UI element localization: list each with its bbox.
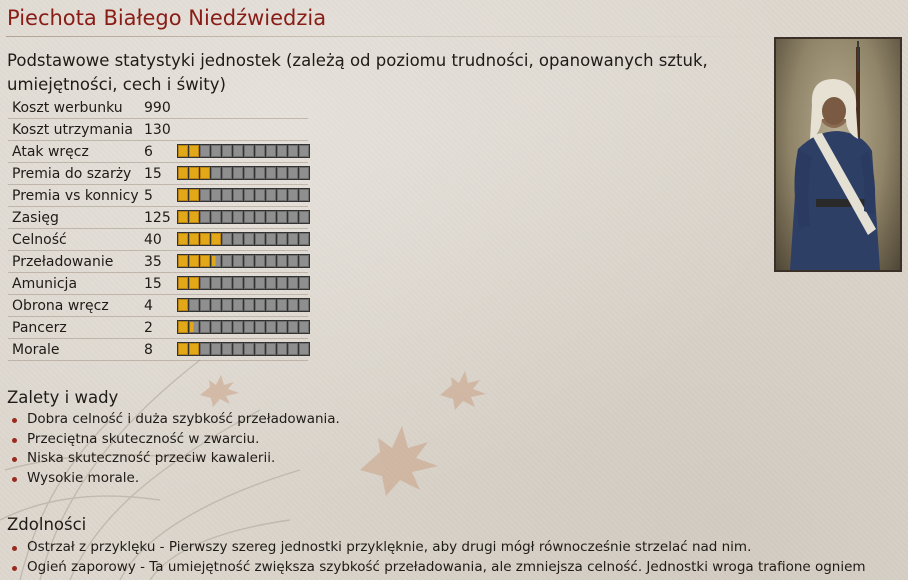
stat-bar-segment bbox=[233, 299, 243, 311]
stat-row bbox=[8, 163, 308, 185]
bullet-icon bbox=[12, 457, 17, 462]
stat-bar-segment bbox=[211, 343, 221, 355]
list-item-text: Przeciętna skuteczność w zwarciu. bbox=[27, 430, 260, 447]
stat-bar-segment bbox=[222, 321, 232, 333]
list-item bbox=[12, 430, 340, 450]
stat-bar-segment bbox=[299, 343, 309, 355]
stat-bar bbox=[177, 298, 310, 312]
stat-bar-segment bbox=[200, 189, 210, 201]
stat-bar-segment bbox=[178, 321, 188, 333]
stat-bar-segment bbox=[244, 189, 254, 201]
stat-bar-segment bbox=[244, 343, 254, 355]
stat-label: Zasięg bbox=[12, 210, 59, 226]
stat-bar-segment bbox=[189, 299, 199, 311]
list-item bbox=[12, 469, 340, 489]
stat-bar-segment bbox=[266, 189, 276, 201]
stat-bar-segment bbox=[299, 233, 309, 245]
stat-bar-segment bbox=[277, 233, 287, 245]
stat-value: 4 bbox=[144, 298, 153, 314]
stat-bar-segment bbox=[266, 167, 276, 179]
stat-bar-segment bbox=[299, 321, 309, 333]
stat-value: 2 bbox=[144, 320, 153, 336]
stat-bar-segment bbox=[277, 299, 287, 311]
stat-row bbox=[8, 207, 308, 229]
stat-bar-segment bbox=[288, 233, 298, 245]
stat-bar-segment bbox=[244, 255, 254, 267]
stat-row bbox=[8, 295, 308, 317]
stat-bar-segment bbox=[255, 255, 265, 267]
stats-heading: Podstawowe statystyki jednostek (zależą od poziomu trudności, opanowanych sztuk, umiejętności, cech i świty) bbox=[7, 51, 708, 94]
stat-bar-segment bbox=[178, 145, 188, 157]
stat-bar-segment bbox=[222, 277, 232, 289]
stat-bar-segment bbox=[244, 167, 254, 179]
stat-row bbox=[8, 97, 308, 119]
bullet-icon bbox=[12, 438, 17, 443]
stat-bar-segment bbox=[211, 233, 221, 245]
stat-bar-segment bbox=[189, 211, 199, 223]
stat-bar-segment bbox=[255, 321, 265, 333]
stat-value: 15 bbox=[144, 276, 162, 292]
stat-label: Premia do szarży bbox=[12, 166, 132, 182]
stat-bar-segment bbox=[288, 343, 298, 355]
stat-bar-segment bbox=[189, 277, 199, 289]
stat-bar-segment bbox=[277, 189, 287, 201]
stat-value: 990 bbox=[144, 100, 171, 116]
stat-bar-segment bbox=[233, 233, 243, 245]
bullet-icon bbox=[12, 546, 17, 551]
list-item-text: Wysokie morale. bbox=[27, 469, 140, 486]
stats-table bbox=[8, 97, 308, 361]
stat-bar-segment bbox=[299, 255, 309, 267]
stat-bar-segment bbox=[178, 233, 188, 245]
stat-row bbox=[8, 185, 308, 207]
stat-bar-segment bbox=[277, 145, 287, 157]
stat-bar bbox=[177, 232, 310, 246]
title-divider bbox=[6, 36, 766, 37]
list-item bbox=[12, 538, 866, 558]
stat-bar-segment bbox=[200, 343, 210, 355]
stat-bar-segment bbox=[266, 211, 276, 223]
unit-title: Piechota Białego Niedźwiedzia bbox=[7, 6, 327, 30]
stat-bar-segment bbox=[266, 343, 276, 355]
stat-bar-segment bbox=[288, 211, 298, 223]
stat-bar-segment bbox=[244, 145, 254, 157]
stat-bar-segment bbox=[222, 189, 232, 201]
stat-value: 35 bbox=[144, 254, 162, 270]
stat-bar-segment bbox=[299, 299, 309, 311]
list-item-text: Ogień zaporowy - Ta umiejętność zwiększa szybkość przeładowania, ale zmniejsza celność. Jednostki wroga trafione ogniem bbox=[27, 558, 866, 575]
stat-bar-segment bbox=[211, 211, 221, 223]
list-item bbox=[12, 558, 866, 578]
list-item-text: Ostrzał z przyklęku - Pierwszy szereg jednostki przyklęknie, aby drugi mógł równocześnie strzelać nad nim. bbox=[27, 539, 752, 555]
stat-bar-segment bbox=[178, 211, 188, 223]
stat-bar-segment bbox=[277, 167, 287, 179]
stat-bar-segment bbox=[244, 321, 254, 333]
stat-bar-segment bbox=[233, 255, 243, 267]
stat-bar-segment bbox=[277, 277, 287, 289]
stat-bar-segment bbox=[266, 233, 276, 245]
stat-bar-segment bbox=[211, 321, 221, 333]
bullet-icon bbox=[12, 566, 17, 571]
pros-cons-heading: Zalety i wady bbox=[7, 388, 119, 407]
stat-row bbox=[8, 229, 308, 251]
stat-bar-segment bbox=[211, 255, 221, 267]
stat-bar-segment bbox=[189, 321, 199, 333]
stat-bar-segment bbox=[255, 343, 265, 355]
stat-bar-segment bbox=[189, 233, 199, 245]
stat-bar-segment bbox=[211, 145, 221, 157]
stat-bar-segment bbox=[200, 167, 210, 179]
stat-bar-segment bbox=[288, 167, 298, 179]
stat-label: Koszt utrzymania bbox=[12, 122, 133, 138]
stat-bar-segment bbox=[233, 145, 243, 157]
stat-bar-segment bbox=[178, 167, 188, 179]
stat-bar-segment bbox=[233, 189, 243, 201]
stat-row bbox=[8, 251, 308, 273]
stat-label: Amunicja bbox=[12, 276, 78, 292]
unit-portrait bbox=[774, 37, 902, 272]
stat-label: Koszt werbunku bbox=[12, 100, 123, 116]
stat-bar-segment bbox=[277, 321, 287, 333]
stat-value: 130 bbox=[144, 122, 171, 138]
stat-bar-segment bbox=[299, 211, 309, 223]
soldier-portrait-icon bbox=[776, 39, 900, 270]
stat-bar-segment bbox=[255, 277, 265, 289]
stat-bar-segment bbox=[255, 167, 265, 179]
stat-bar-segment bbox=[255, 189, 265, 201]
abilities-heading: Zdolności bbox=[7, 515, 87, 534]
stat-bar-segment bbox=[299, 277, 309, 289]
stat-bar-segment bbox=[211, 299, 221, 311]
stat-bar-segment bbox=[211, 189, 221, 201]
stat-bar-segment bbox=[266, 299, 276, 311]
stat-bar-segment bbox=[222, 299, 232, 311]
stat-bar-segment bbox=[255, 145, 265, 157]
stat-bar-segment bbox=[178, 277, 188, 289]
stat-bar-segment bbox=[233, 343, 243, 355]
stat-bar-segment bbox=[233, 321, 243, 333]
stat-bar bbox=[177, 144, 310, 158]
stat-bar bbox=[177, 166, 310, 180]
stat-bar-segment bbox=[178, 189, 188, 201]
stat-bar-segment bbox=[288, 299, 298, 311]
stat-bar-segment bbox=[288, 145, 298, 157]
list-item-text: Niska skuteczność przeciw kawalerii. bbox=[27, 450, 276, 466]
stat-bar-segment bbox=[299, 167, 309, 179]
stat-bar-segment bbox=[233, 167, 243, 179]
stat-bar-segment bbox=[200, 233, 210, 245]
stat-bar-segment bbox=[200, 321, 210, 333]
stat-label: Obrona wręcz bbox=[12, 298, 109, 314]
stat-value: 40 bbox=[144, 232, 162, 248]
pros-cons-list bbox=[12, 410, 340, 488]
list-item bbox=[12, 449, 340, 469]
stat-bar-segment bbox=[299, 145, 309, 157]
stat-value: 5 bbox=[144, 188, 153, 204]
stat-bar-segment bbox=[277, 343, 287, 355]
stat-bar bbox=[177, 320, 310, 334]
stat-bar bbox=[177, 210, 310, 224]
stat-row bbox=[8, 141, 308, 163]
stat-bar-segment bbox=[178, 255, 188, 267]
stat-bar-segment bbox=[233, 277, 243, 289]
list-item-text: Dobra celność i duża szybkość przeładowania. bbox=[27, 411, 340, 427]
stat-bar-segment bbox=[200, 277, 210, 289]
stat-bar-segment bbox=[189, 343, 199, 355]
stat-label: Celność bbox=[12, 232, 67, 248]
stat-bar-segment bbox=[244, 277, 254, 289]
stat-bar-segment bbox=[200, 299, 210, 311]
stat-bar-segment bbox=[200, 211, 210, 223]
stat-bar-segment bbox=[211, 277, 221, 289]
bullet-icon bbox=[12, 477, 17, 482]
stat-bar-segment bbox=[266, 145, 276, 157]
stat-bar-segment bbox=[255, 211, 265, 223]
stat-bar-segment bbox=[178, 343, 188, 355]
stat-bar-segment bbox=[288, 255, 298, 267]
stat-bar-segment bbox=[255, 233, 265, 245]
stat-bar-segment bbox=[266, 255, 276, 267]
stat-label: Premia vs konnicy bbox=[12, 188, 139, 204]
stat-bar-segment bbox=[222, 233, 232, 245]
stat-bar-segment bbox=[200, 145, 210, 157]
stat-bar-segment bbox=[178, 299, 188, 311]
stat-bar-segment bbox=[200, 255, 210, 267]
stat-bar bbox=[177, 254, 310, 268]
stat-bar-segment bbox=[277, 255, 287, 267]
stat-bar-segment bbox=[233, 211, 243, 223]
stat-bar-segment bbox=[222, 343, 232, 355]
stat-value: 15 bbox=[144, 166, 162, 182]
stat-bar-segment bbox=[244, 233, 254, 245]
stat-label: Atak wręcz bbox=[12, 144, 89, 160]
stat-bar-segment bbox=[288, 321, 298, 333]
stat-bar-segment bbox=[189, 189, 199, 201]
stat-label: Pancerz bbox=[12, 320, 67, 336]
stat-value: 8 bbox=[144, 342, 153, 358]
stat-row bbox=[8, 273, 308, 295]
stat-bar-segment bbox=[288, 277, 298, 289]
stat-bar-segment bbox=[244, 211, 254, 223]
stat-bar-segment bbox=[222, 145, 232, 157]
stat-bar-segment bbox=[189, 167, 199, 179]
list-item bbox=[12, 410, 340, 430]
stat-bar-segment bbox=[255, 299, 265, 311]
stat-row bbox=[8, 339, 308, 361]
stat-value: 125 bbox=[144, 210, 171, 226]
bullet-icon bbox=[12, 418, 17, 423]
stat-bar-segment bbox=[266, 277, 276, 289]
stat-bar-segment bbox=[189, 255, 199, 267]
stat-bar-segment bbox=[244, 299, 254, 311]
stat-value: 6 bbox=[144, 144, 153, 160]
stat-label: Morale bbox=[12, 342, 60, 358]
stat-bar bbox=[177, 188, 310, 202]
stat-row bbox=[8, 317, 308, 339]
stat-bar-segment bbox=[222, 211, 232, 223]
stat-bar-segment bbox=[222, 167, 232, 179]
abilities-list bbox=[12, 538, 866, 577]
stat-bar bbox=[177, 342, 310, 356]
stat-bar-segment bbox=[211, 167, 221, 179]
stat-bar bbox=[177, 276, 310, 290]
stat-label: Przeładowanie bbox=[12, 254, 114, 270]
stat-bar-segment bbox=[288, 189, 298, 201]
stat-row bbox=[8, 119, 308, 141]
stat-bar-segment bbox=[299, 189, 309, 201]
stat-bar-segment bbox=[189, 145, 199, 157]
stat-bar-segment bbox=[266, 321, 276, 333]
stat-bar-segment bbox=[222, 255, 232, 267]
stat-bar-segment bbox=[277, 211, 287, 223]
